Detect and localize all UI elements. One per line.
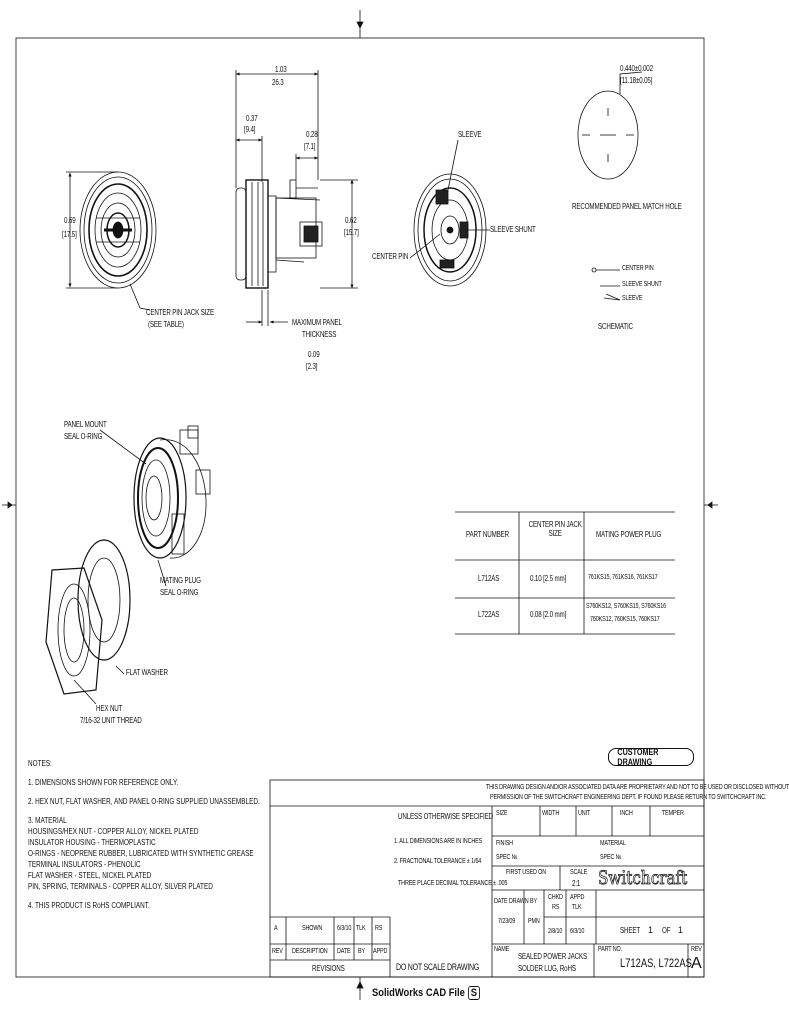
rev-label: REV — [691, 946, 702, 953]
dim-flange-mm: [9.4] — [244, 125, 256, 134]
part-no-label: PART NO. — [598, 946, 622, 953]
sheet-label: SHEET — [620, 926, 641, 935]
revisions-label: REVISIONS — [312, 964, 345, 973]
dim-dia-mm: [15.7] — [344, 228, 359, 237]
size-label: SIZE — [496, 810, 508, 817]
label-panel-seal: SEAL O-RING — [64, 432, 103, 441]
name-line-2: SOLDER LUG, RoHS — [518, 964, 576, 973]
label-recommended-hole: RECOMMENDED PANEL MATCH HOLE — [572, 202, 682, 211]
proprietary-line-2: PERMISSION OF THE SWITCHCRAFT ENGINEERING DEPT. IF FOUND PLEASE RETURN TO SWITCHCRAFT INC. — [490, 794, 767, 801]
label-sleeve: SLEEVE — [458, 130, 482, 139]
label-max-panel: MAXIMUM PANEL — [292, 318, 342, 327]
unless-specified: UNLESS OTHERWISE SPECIFIED — [398, 812, 494, 821]
by-col-header: BY — [358, 948, 365, 955]
date-drawn-label: DATE DRAWN — [494, 898, 529, 905]
table-row-plug: 761KS15, 761KS16, 761KS17 — [588, 574, 658, 581]
inch-label: INCH — [620, 810, 633, 817]
width-label: WIDTH — [542, 810, 560, 817]
scale-value: 2:1 — [572, 879, 581, 888]
notes-section — [28, 758, 318, 911]
cad-file-text: SolidWorks CAD File — [372, 987, 465, 999]
schematic-symbol — [592, 268, 620, 300]
switchcraft-logo: Switchcraft — [598, 867, 688, 889]
appd-date: 6/3/10 — [570, 928, 585, 935]
table-row-pin: 0.10 [2.5 mm] — [530, 574, 567, 583]
material-label: MATERIAL — [600, 840, 626, 847]
dim-dia-in: 0.62 — [345, 216, 357, 225]
note-2: 2. HEX NUT, FLAT WASHER, AND PANEL O-RING SUPPLIED UNASSEMBLED. — [28, 797, 260, 806]
table-row-pin: 0.08 [2.0 mm] — [530, 610, 567, 619]
rev-col-header: REV — [272, 948, 283, 955]
appd-label: APPD — [570, 894, 585, 901]
front-view — [80, 172, 156, 288]
customer-drawing-badge: CUSTOMER DRAWING — [608, 748, 694, 766]
dim-face-mm: [17.5] — [62, 230, 77, 239]
spec-label-2: SPEC № — [600, 854, 622, 861]
name-label: NAME — [494, 946, 510, 953]
part-number: L712AS, L722AS — [620, 956, 692, 970]
note-3e: FLAT WASHER - STEEL, NICKEL PLATED — [28, 871, 152, 880]
table-header-pin: CENTER PIN JACK SIZE — [528, 520, 582, 538]
dim-panel-in: 0.09 — [308, 350, 320, 359]
date-drawn-value: 7/23/09 — [498, 918, 516, 925]
do-not-scale: DO NOT SCALE DRAWING — [396, 962, 480, 972]
label-center-pin-jack-size: CENTER PIN JACK SIZE — [146, 308, 214, 317]
first-used-on: FIRST USED ON — [506, 869, 547, 876]
sch-sleeve: SLEEVE — [622, 295, 643, 302]
tol-fractional: 2. FRACTIONAL TOLERANCE ± 1/64 — [394, 858, 482, 865]
dim-panel-mm: [2.3] — [306, 362, 318, 371]
temper-label: TEMPER — [662, 810, 684, 817]
table-row-part: L712AS — [478, 574, 500, 583]
by-label: BY — [530, 898, 537, 905]
appd-col-header: APPD — [373, 948, 388, 955]
tol-three-place: THREE PLACE DECIMAL TOLERANCE ± .005 — [398, 880, 508, 887]
side-view — [236, 180, 322, 288]
label-center-pin: CENTER PIN — [372, 252, 409, 261]
desc-col-header: DESCRIPTION — [292, 948, 328, 955]
revision-letter: A — [274, 925, 278, 932]
note-4: 4. THIS PRODUCT IS RoHS COMPLIANT. — [28, 901, 150, 910]
note-1: 1. DIMENSIONS SHOWN FOR REFERENCE ONLY. — [28, 778, 179, 787]
label-schematic: SCHEMATIC — [598, 322, 633, 331]
sch-center-pin: CENTER PIN — [622, 265, 654, 272]
revision-desc: SHOWN — [302, 925, 323, 932]
unit-label: UNIT — [578, 810, 591, 817]
finish-label: FINISH — [496, 840, 513, 847]
cad-file-icon: S — [468, 986, 479, 1000]
dim-overall-in: 1.03 — [275, 65, 287, 74]
table-header-plug: MATING POWER PLUG — [596, 530, 662, 539]
dim-hole-in: 0.440±0.002 — [620, 64, 653, 73]
label-mating-plug: MATING PLUG — [160, 576, 201, 585]
chkd-value: RS — [552, 904, 560, 911]
table-row-plug: S760KS12, S760KS15, S760KS16 — [586, 603, 667, 610]
label-thickness: THICKNESS — [302, 330, 337, 339]
exploded-view — [46, 426, 210, 694]
sheet-total: 1 — [678, 925, 683, 935]
note-3: 3. MATERIAL — [28, 816, 67, 825]
sch-sleeve-shunt: SLEEVE SHUNT — [622, 281, 662, 288]
dim-lug-mm: [7.1] — [304, 142, 316, 151]
cad-file-label — [372, 986, 480, 1000]
note-3f: PIN, SPRING, TERMINALS - COPPER ALLOY, SILVER PLATED — [28, 882, 213, 891]
revision-by: TLK — [356, 925, 366, 932]
sheet-number: 1 — [648, 925, 653, 935]
label-thread: 7/16-32 UNIT THREAD — [80, 716, 142, 725]
revision-date: 6/3/10 — [337, 925, 352, 932]
by-value: PMN — [528, 918, 540, 925]
table-row-plug: 760KS12, 760KS15, 760KS17 — [590, 616, 660, 623]
chkd-label: CHKD — [548, 894, 563, 901]
label-panel-mount: PANEL MOUNT — [64, 420, 107, 429]
note-3b: INSULATOR HOUSING - THERMOPLASTIC — [28, 838, 156, 847]
date-col-header: DATE — [337, 948, 351, 955]
dim-lug-in: 0.28 — [306, 130, 318, 139]
spec-label-1: SPEC № — [496, 854, 518, 861]
name-line-1: SEALED POWER JACKS — [518, 952, 587, 961]
dim-face-in: 0.69 — [64, 216, 76, 225]
label-flat-washer: FLAT WASHER — [126, 668, 168, 677]
dim-overall-mm: 26.3 — [272, 78, 284, 87]
note-3c: O-RINGS - NEOPRENE RUBBER, LUBRICATED WITH SYNTHETIC GREASE — [28, 849, 254, 858]
rev-value: A — [691, 955, 702, 972]
label-sleeve-shunt: SLEEVE SHUNT — [490, 225, 536, 234]
notes-header: NOTES: — [28, 759, 52, 768]
of-label: OF — [662, 926, 671, 935]
note-3a: HOUSINGS/HEX NUT - COPPER ALLOY, NICKEL PLATED — [28, 827, 199, 836]
chkd-date: 2/8/10 — [548, 928, 563, 935]
label-hex-nut: HEX NUT — [96, 704, 123, 713]
table-row-part: L722AS — [478, 610, 500, 619]
note-3d: TERMINAL INSULATORS - PHENOLIC — [28, 860, 141, 869]
proprietary-line-1: THIS DRAWING DESIGN AND/OR ASSOCIATED DATA ARE PROPRIETARY AND NOT TO BE USED OR DISCLOSED WITHOUT — [486, 784, 789, 791]
dim-flange-in: 0.37 — [246, 114, 258, 123]
label-see-table: (SEE TABLE) — [148, 320, 184, 329]
tol-inches: 1. ALL DIMENSIONS ARE IN INCHES — [394, 838, 483, 845]
appd-value: TLK — [572, 904, 582, 911]
table-header-part: PART NUMBER — [466, 530, 510, 539]
label-mating-seal: SEAL O-RING — [160, 588, 199, 597]
scale-label: SCALE — [570, 869, 588, 876]
revision-appd: RS — [375, 925, 383, 932]
dim-hole-mm: [11.18±0.05] — [620, 76, 653, 85]
